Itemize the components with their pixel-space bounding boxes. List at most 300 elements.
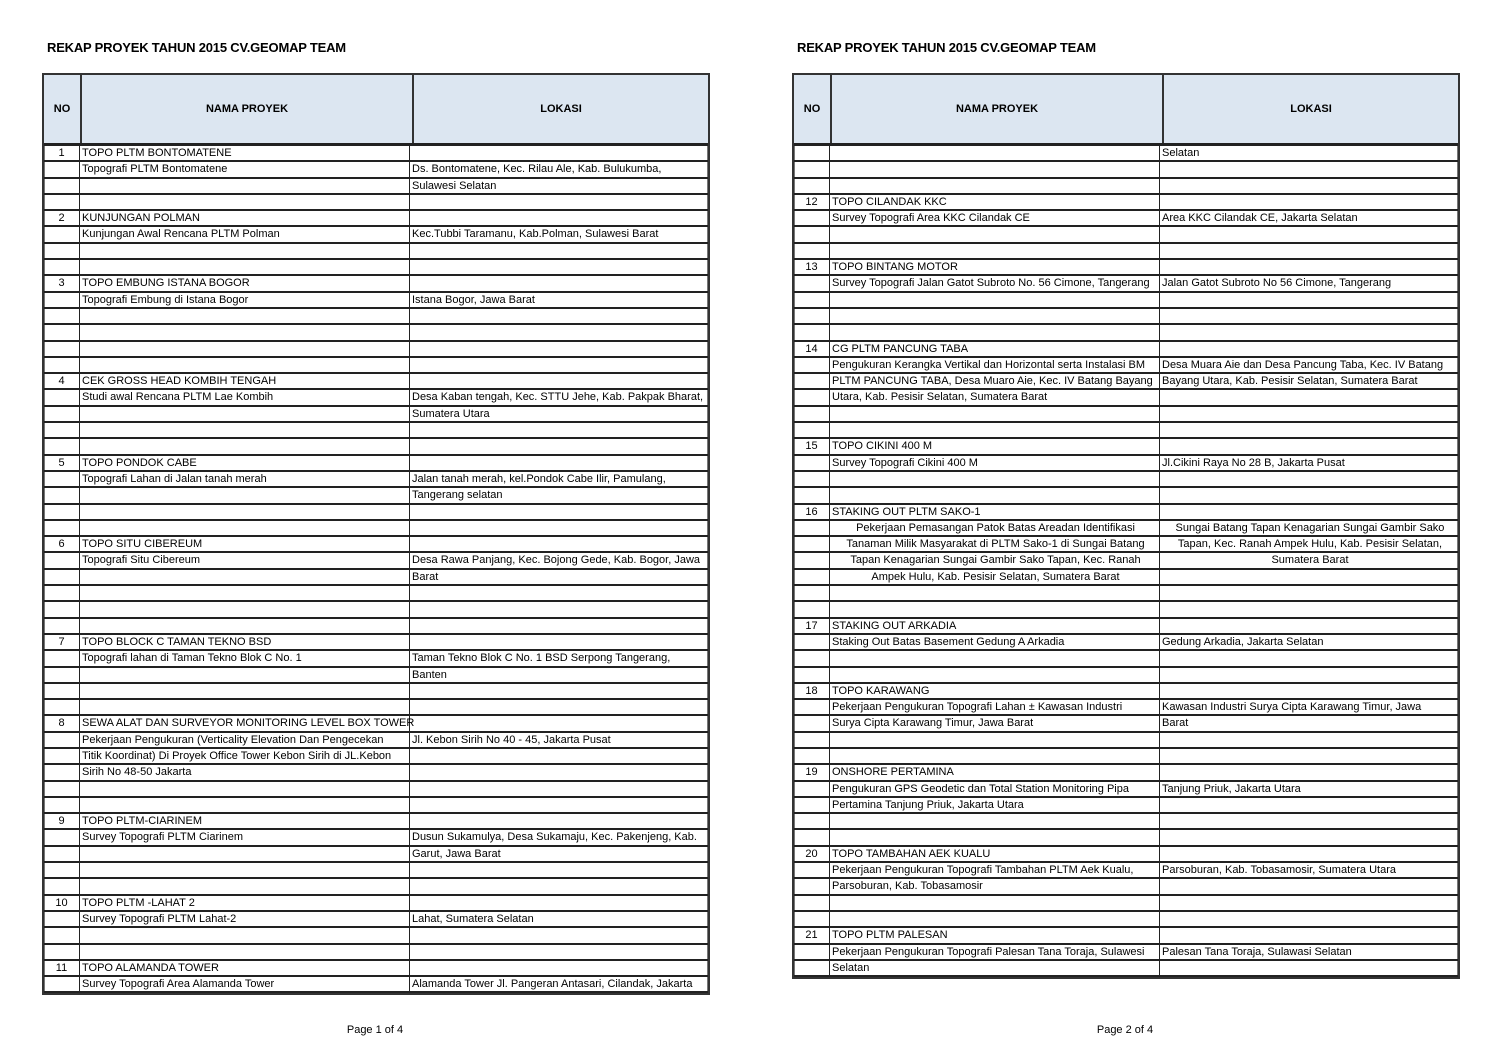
cell-lokasi: Tanjung Priuk, Jakarta Utara	[1162, 782, 1301, 795]
table-row	[44, 358, 708, 374]
page-footer: Page 1 of 4	[346, 1024, 404, 1036]
cell-nama-proyek	[830, 179, 1160, 193]
cell-nama-proyek	[80, 879, 410, 893]
cell-lokasi: Alamanda Tower Jl. Pangeran Antasari, Cilandak, Jakarta	[412, 978, 693, 991]
cell-lokasi: Barat	[412, 570, 439, 583]
cell-nama-proyek	[830, 227, 1160, 241]
cell-nama-proyek: TOPO PLTM BONTOMATENE	[80, 146, 410, 160]
table-row	[44, 733, 708, 749]
table-row	[44, 602, 708, 618]
table-row	[44, 537, 708, 553]
cell-lokasi	[1160, 684, 1458, 698]
cell-nama-proyek	[830, 896, 1160, 910]
table-row	[44, 309, 708, 325]
table-row	[794, 407, 1458, 423]
table-row	[44, 521, 708, 537]
cell-lokasi: Desa Muara Aie dan Desa Pancung Taba, Kec. IV Batang	[1162, 358, 1444, 371]
cell-no	[44, 553, 80, 567]
cell-lokasi	[1160, 260, 1458, 274]
cell-lokasi	[410, 700, 708, 714]
cell-no	[794, 896, 830, 910]
table-row	[794, 423, 1458, 439]
cell-lokasi: Dusun Sukamulya, Desa Sukamaju, Kec. Pakenjeng, Kab.	[412, 831, 697, 844]
cell-lokasi	[410, 961, 708, 975]
table-row	[794, 325, 1458, 341]
cell-no	[794, 570, 830, 584]
cell-no: 6	[44, 537, 80, 551]
cell-lokasi	[1160, 244, 1458, 258]
cell-nama-proyek: Pekerjaan Pengukuran Topografi Palesan Tana Toraja, Sulawesi	[830, 945, 1160, 959]
page-2	[750, 0, 1500, 1059]
table-row	[44, 488, 708, 504]
table-row	[44, 423, 708, 439]
cell-nama-proyek	[80, 798, 410, 812]
cell-nama-proyek: Topografi lahan di Taman Tekno Blok C No. 1	[80, 651, 410, 665]
table-row	[794, 749, 1458, 765]
cell-no	[794, 456, 830, 470]
cell-nama-proyek: TOPO SITU CIBEREUM	[80, 537, 410, 551]
cell-lokasi	[410, 244, 708, 258]
cell-lokasi: Barat	[1162, 717, 1189, 730]
table-row	[44, 635, 708, 651]
cell-lokasi: Selatan	[1162, 147, 1200, 159]
cell-no	[44, 260, 80, 274]
cell-lokasi	[1160, 733, 1458, 747]
cell-lokasi: Gedung Arkadia, Jakarta Selatan	[1162, 635, 1324, 648]
cell-lokasi	[1160, 293, 1458, 307]
cell-nama-proyek: Pekerjaan Pemasangan Patok Batas Areadan Identifikasi	[830, 521, 1160, 535]
cell-no	[44, 195, 80, 209]
cell-no	[794, 635, 830, 649]
table-row	[794, 912, 1458, 928]
cell-lokasi	[1160, 765, 1458, 779]
cell-no	[794, 700, 830, 714]
cell-lokasi	[1160, 439, 1458, 453]
cell-no	[44, 179, 80, 193]
table-row	[794, 537, 1458, 553]
cell-lokasi: Istana Bogor, Jawa Barat	[412, 293, 535, 306]
cell-lokasi	[410, 358, 708, 372]
cell-no	[794, 472, 830, 486]
cell-nama-proyek	[80, 505, 410, 519]
cell-no	[44, 390, 80, 404]
table-row	[794, 847, 1458, 863]
header-nama-proyek: NAMA PROYEK	[832, 75, 1164, 143]
cell-lokasi: Tapan, Kec. Ranah Ampek Hulu, Kab. Pesisir Selatan,	[1177, 538, 1443, 551]
cell-nama-proyek: TOPO TAMBAHAN AEK KUALU	[830, 847, 1160, 861]
cell-nama-proyek: CEK GROSS HEAD KOMBIH TENGAH	[80, 374, 410, 388]
cell-no	[794, 782, 830, 796]
cell-nama-proyek: ONSHORE PERTAMINA	[830, 765, 1160, 779]
cell-lokasi	[1160, 342, 1458, 356]
cell-lokasi	[410, 374, 708, 388]
cell-lokasi	[410, 456, 708, 470]
cell-no	[794, 830, 830, 844]
table-row	[794, 602, 1458, 618]
cell-no	[44, 912, 80, 926]
cell-no	[794, 912, 830, 926]
table-row	[44, 456, 708, 472]
cell-no	[794, 537, 830, 551]
table-row	[794, 472, 1458, 488]
cell-no	[44, 798, 80, 812]
cell-no: 15	[794, 439, 830, 453]
cell-nama-proyek	[80, 358, 410, 372]
cell-no	[794, 961, 830, 975]
cell-no	[44, 162, 80, 176]
cell-nama-proyek	[80, 309, 410, 323]
table-row	[44, 912, 708, 928]
cell-nama-proyek	[80, 570, 410, 584]
table-row	[794, 456, 1458, 472]
cell-nama-proyek	[80, 195, 410, 209]
cell-nama-proyek	[830, 814, 1160, 828]
cell-no: 1	[44, 146, 80, 160]
project-table	[42, 73, 710, 995]
cell-nama-proyek: Staking Out Batas Basement Gedung A Arkadia	[830, 635, 1160, 649]
cell-lokasi	[1160, 325, 1458, 339]
cell-nama-proyek	[80, 586, 410, 600]
cell-no	[44, 602, 80, 616]
cell-nama-proyek: TOPO PLTM -LAHAT 2	[80, 896, 410, 910]
cell-nama-proyek: Pengukuran GPS Geodetic dan Total Station Monitoring Pipa	[830, 782, 1160, 796]
cell-no	[44, 439, 80, 453]
cell-no	[44, 749, 80, 763]
cell-lokasi: Sumatera Barat	[1271, 554, 1349, 567]
table-row	[794, 700, 1458, 716]
cell-lokasi: Jl.Cikini Raya No 28 B, Jakarta Pusat	[1162, 456, 1345, 469]
cell-no: 13	[794, 260, 830, 274]
cell-lokasi: Parsoburan, Kab. Tobasamosir, Sumatera Utara	[1162, 864, 1396, 877]
cell-nama-proyek	[80, 260, 410, 274]
cell-no	[44, 863, 80, 877]
cell-no: 11	[44, 961, 80, 975]
cell-lokasi	[410, 602, 708, 616]
cell-no	[794, 488, 830, 502]
cell-nama-proyek: TOPO ALAMANDA TOWER	[80, 961, 410, 975]
cell-nama-proyek: Pekerjaan Pengukuran Topografi Tambahan PLTM Aek Kualu,	[830, 863, 1160, 877]
cell-lokasi: Bayang Utara, Kab. Pesisir Selatan, Sumatera Barat	[1162, 375, 1418, 388]
cell-lokasi: Jalan Gatot Subroto No 56 Cimone, Tangerang	[1162, 277, 1392, 290]
cell-nama-proyek: TOPO BLOCK C TAMAN TEKNO BSD	[80, 635, 410, 649]
cell-no	[794, 211, 830, 225]
cell-nama-proyek: TOPO EMBUNG ISTANA BOGOR	[80, 276, 410, 290]
table-row	[794, 358, 1458, 374]
cell-nama-proyek: Survey Topografi Cikini 400 M	[830, 456, 1160, 470]
cell-lokasi: Kawasan Industri Surya Cipta Karawang Timur, Jawa	[1162, 701, 1422, 714]
cell-lokasi	[1160, 896, 1458, 910]
cell-no: 8	[44, 716, 80, 730]
cell-nama-proyek: Pekerjaan Pengukuran (Verticality Elevation Dan Pengecekan	[80, 733, 410, 747]
cell-no	[44, 782, 80, 796]
cell-nama-proyek	[80, 407, 410, 421]
table-row	[794, 553, 1458, 569]
cell-nama-proyek	[80, 668, 410, 682]
cell-no	[44, 505, 80, 519]
cell-lokasi	[410, 195, 708, 209]
cell-nama-proyek: TOPO PONDOK CABE	[80, 456, 410, 470]
cell-nama-proyek	[80, 179, 410, 193]
table-row	[794, 765, 1458, 781]
cell-nama-proyek	[80, 619, 410, 633]
cell-no	[44, 293, 80, 307]
table-row	[794, 505, 1458, 521]
table-row	[44, 260, 708, 276]
table-row	[794, 782, 1458, 798]
table-row	[44, 325, 708, 341]
cell-nama-proyek	[830, 293, 1160, 307]
cell-no	[44, 423, 80, 437]
cell-no	[794, 293, 830, 307]
cell-nama-proyek	[830, 423, 1160, 437]
header-lokasi: LOKASI	[1290, 103, 1332, 115]
cell-lokasi	[1160, 961, 1458, 975]
table-row	[794, 293, 1458, 309]
cell-lokasi: Banten	[412, 668, 447, 681]
cell-no	[794, 325, 830, 339]
cell-no	[44, 244, 80, 258]
cell-no	[44, 700, 80, 714]
cell-nama-proyek: Survey Topografi Jalan Gatot Subroto No. 56 Cimone, Tangerang	[830, 276, 1160, 290]
cell-lokasi	[410, 309, 708, 323]
table-row	[44, 439, 708, 455]
cell-lokasi	[1160, 472, 1458, 486]
cell-nama-proyek	[80, 847, 410, 861]
cell-no	[794, 407, 830, 421]
cell-nama-proyek	[80, 521, 410, 535]
cell-no: 18	[794, 684, 830, 698]
table-row	[44, 146, 708, 162]
cell-no	[44, 227, 80, 241]
cell-lokasi	[410, 439, 708, 453]
cell-lokasi: Jalan tanah merah, kel.Pondok Cabe Ilir, Pamulang,	[412, 472, 666, 485]
cell-lokasi	[410, 276, 708, 290]
cell-no: 16	[794, 505, 830, 519]
cell-lokasi	[410, 505, 708, 519]
cell-nama-proyek	[80, 782, 410, 796]
cell-nama-proyek	[830, 146, 1160, 160]
cell-lokasi	[1160, 879, 1458, 893]
cell-nama-proyek	[830, 733, 1160, 747]
table-row	[794, 276, 1458, 292]
cell-lokasi: Tangerang selatan	[412, 489, 503, 502]
cell-no: 21	[794, 928, 830, 942]
table-row	[44, 830, 708, 846]
cell-lokasi	[410, 211, 708, 225]
cell-lokasi	[1160, 847, 1458, 861]
table-row	[44, 977, 708, 993]
cell-lokasi	[410, 928, 708, 942]
cell-nama-proyek: Survey Topografi PLTM Ciarinem	[80, 830, 410, 844]
cell-lokasi: Taman Tekno Blok C No. 1 BSD Serpong Tangerang,	[412, 652, 671, 665]
table-row	[44, 342, 708, 358]
cell-lokasi: Sumatera Utara	[412, 407, 490, 420]
cell-lokasi	[1160, 195, 1458, 209]
cell-no: 20	[794, 847, 830, 861]
table-row	[794, 570, 1458, 586]
cell-nama-proyek: Survey Topografi PLTM Lahat-2	[80, 912, 410, 926]
cell-lokasi	[410, 342, 708, 356]
table-row	[44, 928, 708, 944]
table-row	[794, 879, 1458, 895]
cell-no	[794, 358, 830, 372]
cell-nama-proyek	[830, 651, 1160, 665]
table-body	[44, 146, 708, 993]
cell-lokasi	[1160, 602, 1458, 616]
table-row	[794, 342, 1458, 358]
cell-lokasi	[410, 896, 708, 910]
cell-no	[794, 521, 830, 535]
cell-no	[794, 716, 830, 730]
cell-lokasi: Desa Kaban tengah, Kec. STTU Jehe, Kab. Pakpak Bharat,	[412, 391, 704, 404]
cell-no	[794, 374, 830, 388]
cell-no: 12	[794, 195, 830, 209]
table-row	[794, 162, 1458, 178]
header-nama-proyek: NAMA PROYEK	[82, 75, 414, 143]
table-row	[794, 244, 1458, 260]
cell-lokasi: Ds. Bontomatene, Kec. Rilau Ale, Kab. Bulukumba,	[412, 163, 662, 176]
table-row	[44, 244, 708, 260]
cell-no: 17	[794, 619, 830, 633]
cell-nama-proyek: Survey Topografi Area KKC Cilandak CE	[830, 211, 1160, 225]
cell-no	[44, 765, 80, 779]
cell-no: 9	[44, 814, 80, 828]
cell-lokasi: Palesan Tana Toraja, Sulawasi Selatan	[1162, 945, 1352, 958]
cell-lokasi	[1160, 668, 1458, 682]
table-row	[794, 260, 1458, 276]
cell-nama-proyek	[80, 602, 410, 616]
cell-no: 5	[44, 456, 80, 470]
cell-nama-proyek: Pertamina Tanjung Priuk, Jakarta Utara	[830, 798, 1160, 812]
cell-nama-proyek: Topografi PLTM Bontomatene	[80, 162, 410, 176]
table-row	[44, 896, 708, 912]
cell-no	[44, 407, 80, 421]
header-no: NO	[794, 75, 832, 143]
cell-no: 10	[44, 896, 80, 910]
cell-nama-proyek: STAKING OUT PLTM SAKO-1	[830, 505, 1160, 519]
cell-nama-proyek: Pekerjaan Pengukuran Topografi Lahan ± Kawasan Industri	[830, 700, 1160, 714]
cell-lokasi	[410, 765, 708, 779]
cell-lokasi	[410, 684, 708, 698]
cell-lokasi	[1160, 912, 1458, 926]
table-header	[44, 75, 708, 146]
table-row	[44, 390, 708, 406]
cell-nama-proyek: Ampek Hulu, Kab. Pesisir Selatan, Sumatera Barat	[830, 570, 1160, 584]
cell-nama-proyek: Tapan Kenagarian Sungai Gambir Sako Tapan, Kec. Ranah	[830, 553, 1160, 567]
cell-nama-proyek	[80, 325, 410, 339]
cell-lokasi: Desa Rawa Panjang, Kec. Bojong Gede, Kab. Bogor, Jawa	[412, 554, 701, 567]
cell-nama-proyek: TOPO PLTM PALESAN	[830, 928, 1160, 942]
cell-lokasi: Garut, Jawa Barat	[412, 847, 501, 860]
cell-no	[44, 668, 80, 682]
cell-nama-proyek	[80, 863, 410, 877]
cell-lokasi: Lahat, Sumatera Selatan	[412, 912, 534, 925]
cell-lokasi	[1160, 830, 1458, 844]
cell-no	[44, 342, 80, 356]
table-row	[44, 847, 708, 863]
table-row	[794, 830, 1458, 846]
cell-nama-proyek: TOPO BINTANG MOTOR	[830, 260, 1160, 274]
table-row	[44, 668, 708, 684]
cell-nama-proyek: Sirih No 48-50 Jakarta	[80, 765, 410, 779]
cell-lokasi: Area KKC Cilandak CE, Jakarta Selatan	[1162, 212, 1358, 225]
table-row	[794, 488, 1458, 504]
cell-lokasi	[410, 798, 708, 812]
cell-lokasi	[1160, 390, 1458, 404]
cell-nama-proyek	[830, 309, 1160, 323]
table-row	[794, 390, 1458, 406]
table-row	[44, 863, 708, 879]
table-row	[44, 814, 708, 830]
table-row	[794, 928, 1458, 944]
cell-no: 2	[44, 211, 80, 225]
cell-lokasi	[410, 537, 708, 551]
cell-nama-proyek	[830, 912, 1160, 926]
cell-no	[794, 553, 830, 567]
table-row	[44, 586, 708, 602]
table-row	[44, 276, 708, 292]
cell-no	[44, 830, 80, 844]
cell-no	[44, 879, 80, 893]
cell-no: 19	[794, 765, 830, 779]
cell-no	[794, 146, 830, 160]
cell-nama-proyek: Pengukuran Kerangka Vertikal dan Horizontal serta Instalasi BM	[830, 358, 1160, 372]
cell-no	[794, 879, 830, 893]
page-title: REKAP PROYEK TAHUN 2015 CV.GEOMAP TEAM	[797, 40, 1096, 55]
cell-no	[794, 179, 830, 193]
cell-lokasi: Sulawesi Selatan	[412, 179, 497, 192]
cell-lokasi	[1160, 798, 1458, 812]
cell-lokasi	[1160, 749, 1458, 763]
cell-no	[44, 472, 80, 486]
cell-no	[44, 847, 80, 861]
cell-no	[44, 488, 80, 502]
cell-nama-proyek	[830, 162, 1160, 176]
cell-nama-proyek	[80, 684, 410, 698]
cell-no	[794, 586, 830, 600]
cell-nama-proyek	[830, 668, 1160, 682]
cell-nama-proyek	[830, 244, 1160, 258]
table-row	[44, 619, 708, 635]
cell-lokasi	[410, 521, 708, 535]
cell-nama-proyek: Titik Koordinat) Di Proyek Office Tower Kebon Sirih di JL.Kebon	[80, 749, 410, 763]
cell-nama-proyek: Kunjungan Awal Rencana PLTM Polman	[80, 227, 410, 241]
cell-lokasi	[1160, 814, 1458, 828]
table-row	[44, 407, 708, 423]
cell-lokasi	[1160, 619, 1458, 633]
table-row	[794, 146, 1458, 162]
cell-lokasi	[410, 782, 708, 796]
cell-nama-proyek: Selatan	[830, 961, 1160, 975]
table-row	[794, 635, 1458, 651]
table-row	[794, 716, 1458, 732]
table-row	[794, 668, 1458, 684]
cell-nama-proyek	[830, 472, 1160, 486]
table-row	[794, 179, 1458, 195]
table-row	[44, 765, 708, 781]
cell-no	[44, 619, 80, 633]
cell-lokasi	[1160, 488, 1458, 502]
page-footer: Page 2 of 4	[1096, 1024, 1154, 1036]
table-row	[44, 961, 708, 977]
table-row	[794, 961, 1458, 977]
cell-lokasi	[410, 619, 708, 633]
cell-no	[44, 358, 80, 372]
cell-nama-proyek	[830, 407, 1160, 421]
cell-no	[44, 309, 80, 323]
table-row	[794, 814, 1458, 830]
table-row	[794, 945, 1458, 961]
